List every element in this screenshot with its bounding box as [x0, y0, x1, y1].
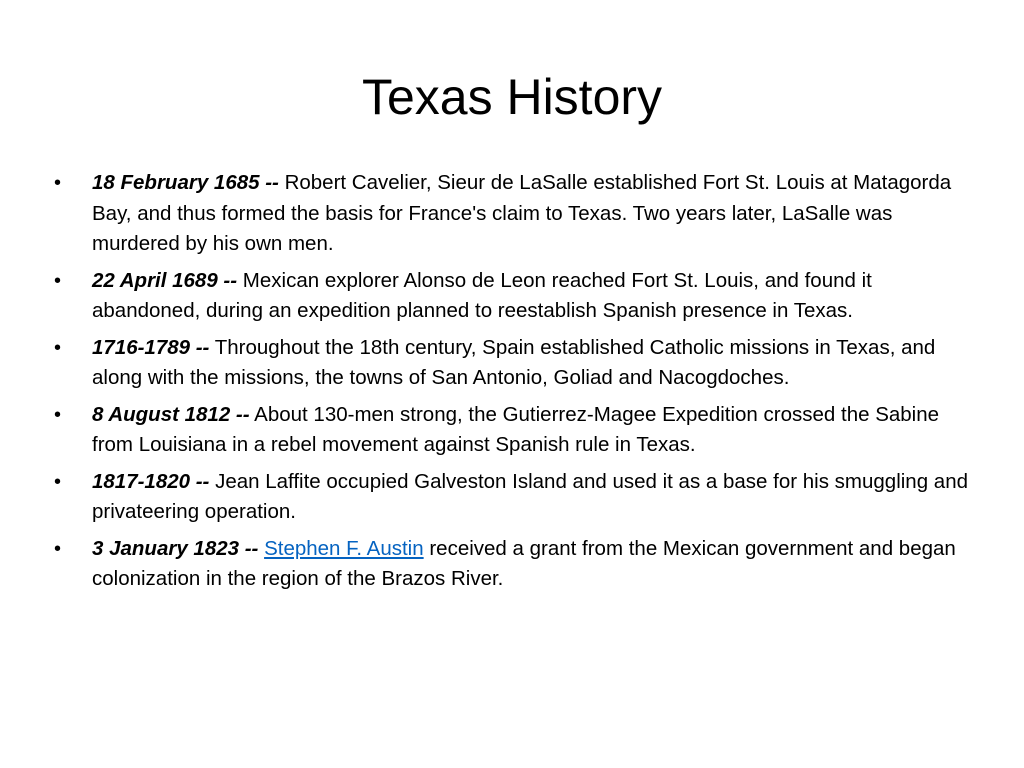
- bullet-dot: •: [54, 336, 62, 359]
- bullet-text: Jean Laffite occupied Galveston Island and used it as a base for his smuggling and privateering operation.: [92, 469, 969, 523]
- bullet-item-1817-1820: [50, 467, 970, 528]
- bullet-dot: •: [54, 172, 62, 194]
- bullet-item-1823: [50, 534, 970, 595]
- bullet-date: 1716-1789 --: [92, 335, 210, 359]
- bullet-dot: •: [54, 470, 62, 493]
- bullet-date: 18 February 1685 --: [92, 171, 279, 194]
- bullet-list: [50, 168, 970, 601]
- bullet-dot: •: [54, 403, 62, 426]
- slide-title: Texas History: [361, 69, 663, 125]
- bullet-text-after-link: received a grant from the Mexican government and began colonization in the region of the Brazos River.: [92, 536, 956, 590]
- stephen-austin-link[interactable]: Stephen F. Austin: [264, 536, 424, 560]
- bullet-text: Robert Cavelier, Sieur de LaSalle established Fort St. Louis at Matagorda Bay, and thus formed the basis for France's claim to Texas. Two years later, LaSalle was murdered by his own men.: [92, 171, 952, 255]
- bullet-dot: •: [54, 537, 62, 560]
- bullet-date: 3 January 1823 --: [92, 536, 259, 560]
- bullet-item-1812: [50, 400, 970, 461]
- bullet-item-1685: [50, 168, 970, 260]
- bullet-text: Mexican explorer Alonso de Leon reached Fort St. Louis, and found it abandoned, during an expedition planned to reestablish Spanish presence in Texas.: [92, 268, 872, 322]
- bullet-text: Throughout the 18th century, Spain established Catholic missions in Texas, and along with the missions, the towns of San Antonio, Goliad and Nacogdoches.: [92, 335, 936, 389]
- bullet-date: 22 April 1689 --: [92, 268, 238, 292]
- bullet-date: 8 August 1812 --: [92, 402, 250, 426]
- bullet-item-1689: [50, 266, 970, 327]
- bullet-text: About 130-men strong, the Gutierrez-Magee Expedition crossed the Sabine from Louisiana in a rebel movement against Spanish rule in Texas.: [92, 402, 940, 456]
- bullet-dot: •: [54, 269, 62, 292]
- bullet-date: 1817-1820 --: [92, 469, 210, 493]
- bullet-item-1716-1789: [50, 333, 970, 394]
